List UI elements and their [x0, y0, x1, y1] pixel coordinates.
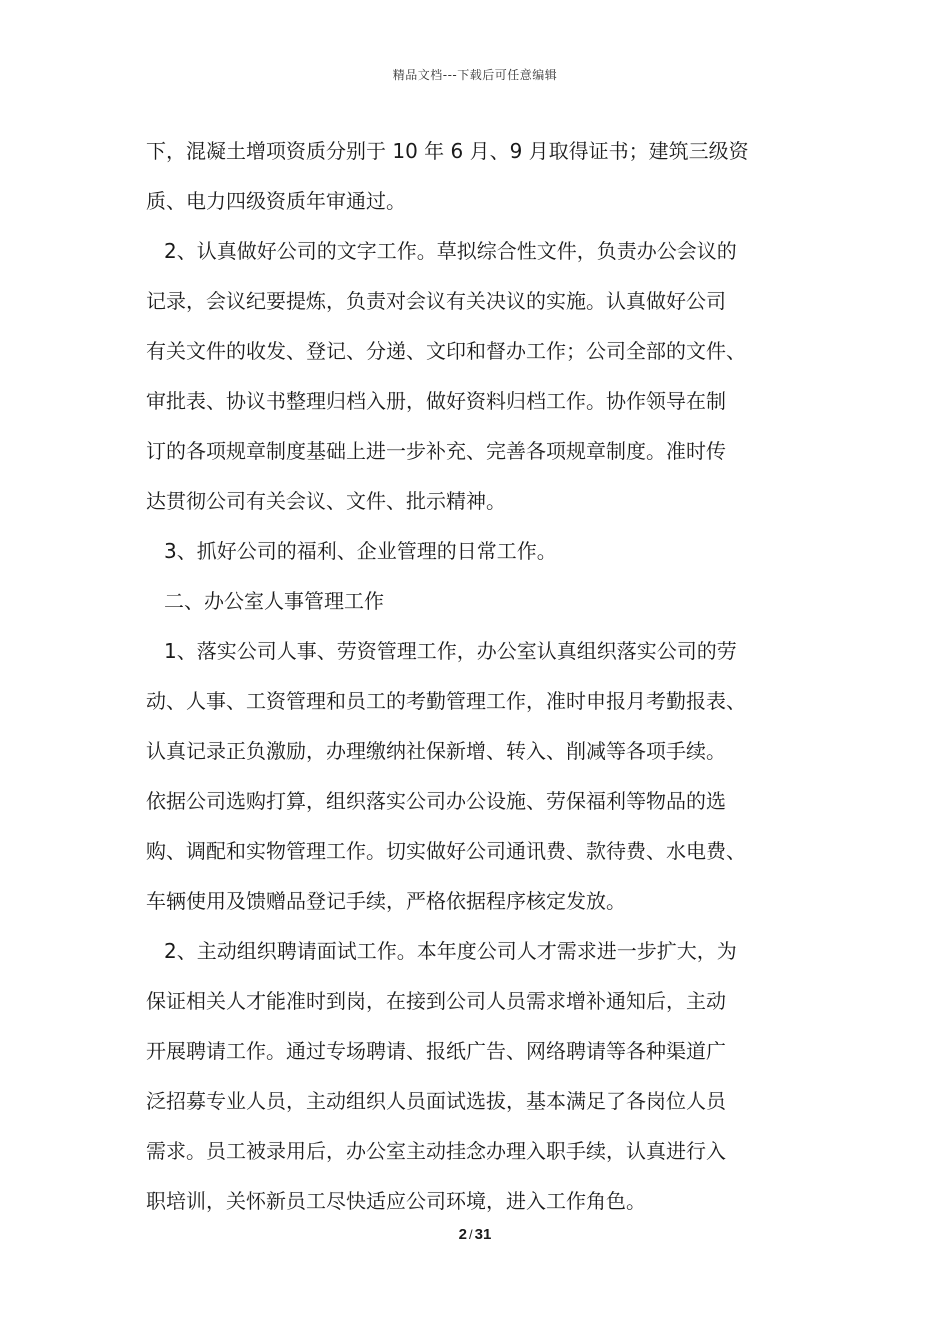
section-heading: 二、办公室人事管理工作 — [164, 589, 384, 613]
body-line-1: 下，混凝土增项资质分别于 10 年 6 月、9 月取得证书；建筑三级资 — [146, 139, 749, 163]
body-line-20: 泛招募专业人员，主动组织人员面试选拔，基本满足了各岗位人员 — [146, 1089, 726, 1113]
body-line-8: 达贯彻公司有关会议、文件、批示精神。 — [146, 489, 506, 513]
body-line-2: 质、电力四级资质年审通过。 — [146, 189, 406, 213]
total-pages: 31 — [474, 1226, 492, 1243]
body-line-16: 车辆使用及馈赠品登记手续，严格依据程序核定发放。 — [146, 889, 626, 913]
body-line-18: 保证相关人才能准时到岗，在接到公司人员需求增补通知后，主动 — [146, 989, 726, 1013]
body-line-9: 3、抓好公司的福利、企业管理的日常工作。 — [164, 539, 557, 563]
page-separator: / — [469, 1227, 473, 1242]
body-line-13: 认真记录正负激励，办理缴纳社保新增、转入、削减等各项手续。 — [146, 739, 726, 763]
current-page: 2 — [458, 1226, 468, 1243]
body-line-5: 有关文件的收发、登记、分递、文印和督办工作；公司全部的文件、 — [146, 339, 746, 363]
body-line-3: 2、认真做好公司的文字工作。草拟综合性文件，负责办公会议的 — [164, 239, 737, 263]
body-line-4: 记录，会议纪要提炼，负责对会议有关决议的实施。认真做好公司 — [146, 289, 726, 313]
body-line-6: 审批表、协议书整理归档入册，做好资料归档工作。协作领导在制 — [146, 389, 726, 413]
page-number — [0, 1226, 950, 1243]
body-line-15: 购、调配和实物管理工作。切实做好公司通讯费、款待费、水电费、 — [146, 839, 746, 863]
body-line-12: 动、人事、工资管理和员工的考勤管理工作，准时申报月考勤报表、 — [146, 689, 746, 713]
body-line-7: 订的各项规章制度基础上进一步补充、完善各项规章制度。准时传 — [146, 439, 726, 463]
page-header: 精品文档---下载后可任意编辑 — [392, 68, 558, 82]
body-line-11: 1、落实公司人事、劳资管理工作，办公室认真组织落实公司的劳 — [164, 639, 737, 663]
body-line-17: 2、主动组织聘请面试工作。本年度公司人才需求进一步扩大，为 — [164, 939, 737, 963]
body-line-21: 需求。员工被录用后，办公室主动挂念办理入职手续，认真进行入 — [146, 1139, 726, 1163]
body-line-19: 开展聘请工作。通过专场聘请、报纸广告、网络聘请等各种渠道广 — [146, 1039, 726, 1063]
body-line-22: 职培训，关怀新员工尽快适应公司环境，进入工作角色。 — [146, 1189, 646, 1213]
document-body — [146, 126, 826, 1226]
body-line-14: 依据公司选购打算，组织落实公司办公设施、劳保福利等物品的选 — [146, 789, 726, 813]
